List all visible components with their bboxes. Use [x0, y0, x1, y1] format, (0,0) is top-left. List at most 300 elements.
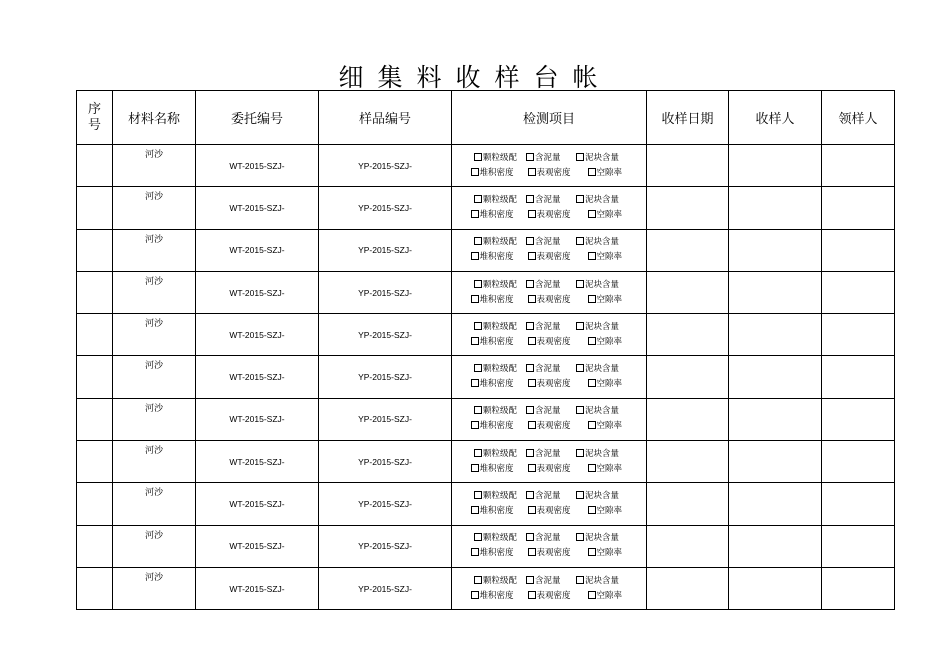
checkbox-icon[interactable] — [588, 252, 596, 260]
table-row — [77, 271, 895, 313]
commission-no-cell — [196, 441, 319, 483]
test-option-mud-content[interactable] — [526, 235, 576, 250]
material-value: 河沙 — [144, 446, 163, 457]
checkbox-icon[interactable] — [588, 337, 596, 345]
test-option-mud-content[interactable] — [526, 151, 576, 166]
table-row — [77, 229, 895, 271]
checkbox-icon[interactable] — [474, 322, 482, 330]
seq-cell[interactable] — [77, 145, 113, 187]
test-option-label: 颗粒级配 — [483, 448, 518, 459]
receive-date-cell[interactable] — [647, 441, 729, 483]
test-option-label: 含泥量 — [535, 406, 561, 417]
checkbox-icon[interactable] — [526, 195, 534, 203]
material-cell — [113, 314, 196, 356]
commission-no-value: WT-2015-SZJ- — [229, 202, 285, 213]
test-option-void-ratio[interactable] — [588, 250, 628, 265]
test-options-line-1 — [452, 362, 646, 377]
test-option-label: 颗粒级配 — [483, 575, 518, 586]
checkbox-icon[interactable] — [471, 379, 479, 387]
checkbox-icon[interactable] — [471, 295, 479, 303]
material-value: 河沙 — [144, 530, 163, 541]
checkbox-icon[interactable] — [471, 168, 479, 176]
test-option-bulk-density[interactable] — [471, 504, 528, 519]
test-option-clay-lump-content[interactable] — [576, 447, 624, 462]
checkbox-icon[interactable] — [474, 237, 482, 245]
test-option-label: 表观密度 — [536, 379, 571, 390]
commission-no-cell — [196, 567, 319, 609]
test-items-cell — [452, 271, 647, 313]
checkbox-icon[interactable] — [588, 295, 596, 303]
checkbox-icon[interactable] — [588, 168, 596, 176]
header-seq — [77, 91, 113, 145]
checkbox-icon[interactable] — [528, 548, 536, 556]
test-option-label: 堆积密度 — [479, 463, 514, 474]
table-row — [77, 356, 895, 398]
test-option-mud-content[interactable] — [526, 531, 576, 546]
checkbox-icon[interactable] — [474, 449, 482, 457]
checkbox-icon[interactable] — [526, 237, 534, 245]
checkbox-icon[interactable] — [576, 449, 584, 457]
receiver-cell[interactable] — [729, 525, 822, 567]
test-option-bulk-density[interactable] — [471, 250, 528, 265]
test-options-line-2 — [452, 250, 646, 265]
seq-cell[interactable] — [77, 187, 113, 229]
test-option-label: 泥块含量 — [585, 364, 620, 375]
header-seq-char-1: 序 — [87, 101, 101, 117]
commission-no-cell — [196, 145, 319, 187]
table-row — [77, 187, 895, 229]
sample-no-cell — [319, 356, 452, 398]
checkbox-icon[interactable] — [576, 576, 584, 584]
receive-date-cell[interactable] — [647, 229, 729, 271]
sample-no-value: YP-2015-SZJ- — [358, 456, 412, 467]
collector-cell[interactable] — [822, 145, 895, 187]
checkbox-icon[interactable] — [526, 364, 534, 372]
receive-date-cell[interactable] — [647, 314, 729, 356]
test-option-void-ratio[interactable] — [588, 419, 628, 434]
test-options-line-2 — [452, 166, 646, 181]
checkbox-icon[interactable] — [526, 491, 534, 499]
checkbox-icon[interactable] — [471, 421, 479, 429]
checkbox-icon[interactable] — [474, 153, 482, 161]
test-items-cell — [452, 567, 647, 609]
checkbox-icon[interactable] — [474, 533, 482, 541]
sample-no-value: YP-2015-SZJ- — [358, 160, 412, 171]
collector-cell[interactable] — [822, 356, 895, 398]
test-option-mud-content[interactable] — [526, 278, 576, 293]
test-option-apparent-density[interactable] — [528, 166, 588, 181]
test-option-label: 空隙率 — [596, 294, 623, 305]
test-option-clay-lump-content[interactable] — [576, 320, 624, 335]
checkbox-icon[interactable] — [528, 210, 536, 218]
collector-cell[interactable] — [822, 398, 895, 440]
test-option-bulk-density[interactable] — [471, 419, 528, 434]
sample-no-value: YP-2015-SZJ- — [358, 287, 412, 298]
material-cell — [113, 356, 196, 398]
test-option-gradation[interactable] — [474, 151, 526, 166]
test-option-label: 堆积密度 — [479, 506, 514, 517]
sample-no-cell — [319, 483, 452, 525]
sample-no-value: YP-2015-SZJ- — [358, 541, 412, 552]
test-option-clay-lump-content[interactable] — [576, 404, 624, 419]
test-option-bulk-density[interactable] — [471, 335, 528, 350]
test-option-label: 表观密度 — [536, 167, 571, 178]
checkbox-icon[interactable] — [471, 548, 479, 556]
test-option-label: 堆积密度 — [479, 590, 514, 601]
checkbox-icon[interactable] — [526, 406, 534, 414]
checkbox-icon[interactable] — [471, 464, 479, 472]
test-option-clay-lump-content[interactable] — [576, 193, 624, 208]
test-option-apparent-density[interactable] — [528, 377, 588, 392]
test-option-void-ratio[interactable] — [588, 504, 628, 519]
test-option-mud-content[interactable] — [526, 404, 576, 419]
table-row — [77, 525, 895, 567]
test-option-label: 颗粒级配 — [483, 279, 518, 290]
seq-cell[interactable] — [77, 356, 113, 398]
test-option-label: 含泥量 — [535, 364, 561, 375]
checkbox-icon[interactable] — [528, 252, 536, 260]
table-row — [77, 145, 895, 187]
collector-cell[interactable] — [822, 229, 895, 271]
checkbox-icon[interactable] — [471, 337, 479, 345]
test-option-gradation[interactable] — [474, 278, 526, 293]
collector-cell[interactable] — [822, 567, 895, 609]
checkbox-icon[interactable] — [526, 576, 534, 584]
checkbox-icon[interactable] — [588, 548, 596, 556]
checkbox-icon[interactable] — [588, 506, 596, 514]
test-option-label: 堆积密度 — [479, 209, 514, 220]
test-option-label: 空隙率 — [596, 252, 623, 263]
checkbox-icon[interactable] — [576, 237, 584, 245]
test-option-clay-lump-content[interactable] — [576, 489, 624, 504]
checkbox-icon[interactable] — [471, 591, 479, 599]
test-option-apparent-density[interactable] — [528, 208, 588, 223]
test-option-label: 颗粒级配 — [483, 533, 518, 544]
receiver-cell[interactable] — [729, 314, 822, 356]
seq-cell[interactable] — [77, 567, 113, 609]
test-option-label: 泥块含量 — [585, 533, 620, 544]
sample-no-value: YP-2015-SZJ- — [358, 414, 412, 425]
checkbox-icon[interactable] — [526, 449, 534, 457]
test-option-label: 颗粒级配 — [483, 406, 518, 417]
test-items-cell — [452, 483, 647, 525]
test-items-cell — [452, 441, 647, 483]
test-option-gradation[interactable] — [474, 193, 526, 208]
test-option-label: 含泥量 — [535, 448, 561, 459]
material-value: 河沙 — [144, 488, 163, 499]
test-option-gradation[interactable] — [474, 531, 526, 546]
test-option-mud-content[interactable] — [526, 489, 576, 504]
test-option-mud-content[interactable] — [526, 362, 576, 377]
receiver-cell[interactable] — [729, 441, 822, 483]
sample-no-cell — [319, 525, 452, 567]
seq-cell[interactable] — [77, 441, 113, 483]
checkbox-icon[interactable] — [528, 337, 536, 345]
test-option-mud-content[interactable] — [526, 447, 576, 462]
table-row — [77, 483, 895, 525]
test-option-gradation[interactable] — [474, 235, 526, 250]
checkbox-icon[interactable] — [528, 168, 536, 176]
test-option-label: 表观密度 — [536, 294, 571, 305]
material-cell — [113, 145, 196, 187]
test-option-label: 泥块含量 — [585, 448, 620, 459]
test-option-mud-content[interactable] — [526, 193, 576, 208]
test-option-void-ratio[interactable] — [588, 377, 628, 392]
commission-no-cell — [196, 483, 319, 525]
sample-no-cell — [319, 271, 452, 313]
checkbox-icon[interactable] — [528, 506, 536, 514]
commission-no-value: WT-2015-SZJ- — [229, 456, 285, 467]
test-items-cell — [452, 398, 647, 440]
material-cell — [113, 398, 196, 440]
receive-date-cell[interactable] — [647, 398, 729, 440]
test-option-apparent-density[interactable] — [528, 504, 588, 519]
checkbox-icon[interactable] — [526, 153, 534, 161]
checkbox-icon[interactable] — [588, 421, 596, 429]
test-option-label: 含泥量 — [535, 533, 561, 544]
test-option-label: 堆积密度 — [479, 167, 514, 178]
test-option-void-ratio[interactable] — [588, 546, 628, 561]
test-option-bulk-density[interactable] — [471, 462, 528, 477]
test-option-apparent-density[interactable] — [528, 589, 588, 604]
test-options-line-2 — [452, 419, 646, 434]
test-options-line-1 — [452, 574, 646, 589]
commission-no-cell — [196, 356, 319, 398]
material-value: 河沙 — [144, 361, 163, 372]
receiver-cell[interactable] — [729, 229, 822, 271]
test-option-apparent-density[interactable] — [528, 419, 588, 434]
test-option-gradation[interactable] — [474, 362, 526, 377]
checkbox-icon[interactable] — [471, 252, 479, 260]
test-option-label: 颗粒级配 — [483, 237, 518, 248]
commission-no-cell — [196, 187, 319, 229]
header-collector: 领样人 — [822, 91, 895, 145]
test-option-clay-lump-content[interactable] — [576, 151, 624, 166]
test-option-mud-content[interactable] — [526, 574, 576, 589]
collector-cell[interactable] — [822, 441, 895, 483]
seq-cell[interactable] — [77, 314, 113, 356]
checkbox-icon[interactable] — [588, 210, 596, 218]
test-option-apparent-density[interactable] — [528, 546, 588, 561]
test-option-label: 泥块含量 — [585, 237, 620, 248]
header-seq-char-2: 号 — [87, 117, 101, 133]
test-option-bulk-density[interactable] — [471, 589, 528, 604]
test-option-bulk-density[interactable] — [471, 377, 528, 392]
test-option-clay-lump-content[interactable] — [576, 362, 624, 377]
test-options-line-2 — [452, 293, 646, 308]
test-option-gradation[interactable] — [474, 447, 526, 462]
seq-cell[interactable] — [77, 398, 113, 440]
test-option-apparent-density[interactable] — [528, 250, 588, 265]
receive-date-cell[interactable] — [647, 356, 729, 398]
test-option-label: 堆积密度 — [479, 252, 514, 263]
receiver-cell[interactable] — [729, 271, 822, 313]
test-options-line-1 — [452, 278, 646, 293]
test-items-cell — [452, 356, 647, 398]
collector-cell[interactable] — [822, 525, 895, 567]
checkbox-icon[interactable] — [576, 280, 584, 288]
test-option-gradation[interactable] — [474, 404, 526, 419]
receive-date-cell[interactable] — [647, 187, 729, 229]
test-options-line-1 — [452, 489, 646, 504]
sample-no-cell — [319, 314, 452, 356]
header-commission-no: 委托编号 — [196, 91, 319, 145]
checkbox-icon[interactable] — [471, 210, 479, 218]
commission-no-value: WT-2015-SZJ- — [229, 499, 285, 510]
collector-cell[interactable] — [822, 483, 895, 525]
test-option-label: 含泥量 — [535, 321, 561, 332]
test-option-label: 含泥量 — [535, 575, 561, 586]
receiver-cell[interactable] — [729, 187, 822, 229]
collector-cell[interactable] — [822, 187, 895, 229]
commission-no-value: WT-2015-SZJ- — [229, 160, 285, 171]
ledger-body — [77, 145, 895, 610]
seq-cell[interactable] — [77, 229, 113, 271]
checkbox-icon[interactable] — [474, 576, 482, 584]
receiver-cell[interactable] — [729, 398, 822, 440]
test-option-label: 含泥量 — [535, 152, 561, 163]
test-option-void-ratio[interactable] — [588, 208, 628, 223]
test-option-clay-lump-content[interactable] — [576, 235, 624, 250]
test-option-label: 含泥量 — [535, 279, 561, 290]
test-option-void-ratio[interactable] — [588, 462, 628, 477]
checkbox-icon[interactable] — [526, 322, 534, 330]
test-option-label: 表观密度 — [536, 463, 571, 474]
seq-cell[interactable] — [77, 271, 113, 313]
receive-date-cell[interactable] — [647, 567, 729, 609]
checkbox-icon[interactable] — [526, 280, 534, 288]
receive-date-cell[interactable] — [647, 525, 729, 567]
material-cell — [113, 525, 196, 567]
checkbox-icon[interactable] — [474, 491, 482, 499]
test-option-label: 表观密度 — [536, 252, 571, 263]
checkbox-icon[interactable] — [528, 295, 536, 303]
sample-no-value: YP-2015-SZJ- — [358, 202, 412, 213]
test-option-label: 表观密度 — [536, 548, 571, 559]
test-option-bulk-density[interactable] — [471, 293, 528, 308]
checkbox-icon[interactable] — [588, 591, 596, 599]
checkbox-icon[interactable] — [576, 195, 584, 203]
receiver-cell[interactable] — [729, 356, 822, 398]
receiver-cell[interactable] — [729, 567, 822, 609]
seq-cell[interactable] — [77, 483, 113, 525]
commission-no-value: WT-2015-SZJ- — [229, 372, 285, 383]
test-options-line-2 — [452, 546, 646, 561]
checkbox-icon[interactable] — [576, 491, 584, 499]
header-test-items: 检测项目 — [452, 91, 647, 145]
test-option-clay-lump-content[interactable] — [576, 531, 624, 546]
test-option-bulk-density[interactable] — [471, 208, 528, 223]
test-options-line-2 — [452, 462, 646, 477]
checkbox-icon[interactable] — [471, 506, 479, 514]
test-option-apparent-density[interactable] — [528, 335, 588, 350]
checkbox-icon[interactable] — [474, 280, 482, 288]
test-option-void-ratio[interactable] — [588, 166, 628, 181]
test-options-line-2 — [452, 504, 646, 519]
test-option-gradation[interactable] — [474, 574, 526, 589]
receiver-cell[interactable] — [729, 483, 822, 525]
test-option-label: 空隙率 — [596, 421, 623, 432]
header-row — [77, 91, 895, 145]
test-option-label: 泥块含量 — [585, 279, 620, 290]
checkbox-icon[interactable] — [576, 533, 584, 541]
sample-no-cell — [319, 567, 452, 609]
receiver-cell[interactable] — [729, 145, 822, 187]
commission-no-cell — [196, 229, 319, 271]
commission-no-value: WT-2015-SZJ- — [229, 583, 285, 594]
test-option-apparent-density[interactable] — [528, 293, 588, 308]
checkbox-icon[interactable] — [528, 591, 536, 599]
test-option-label: 空隙率 — [596, 379, 623, 390]
test-options-line-1 — [452, 447, 646, 462]
test-option-label: 表观密度 — [536, 421, 571, 432]
checkbox-icon[interactable] — [474, 406, 482, 414]
test-option-bulk-density[interactable] — [471, 166, 528, 181]
collector-cell[interactable] — [822, 271, 895, 313]
test-options-line-2 — [452, 377, 646, 392]
test-option-apparent-density[interactable] — [528, 462, 588, 477]
checkbox-icon[interactable] — [526, 533, 534, 541]
test-option-void-ratio[interactable] — [588, 293, 628, 308]
table-row — [77, 567, 895, 609]
sample-no-cell — [319, 398, 452, 440]
receive-date-cell[interactable] — [647, 145, 729, 187]
checkbox-icon[interactable] — [528, 379, 536, 387]
sample-no-cell — [319, 441, 452, 483]
test-options-line-1 — [452, 193, 646, 208]
collector-cell[interactable] — [822, 314, 895, 356]
receive-date-cell[interactable] — [647, 483, 729, 525]
test-options-line-2 — [452, 335, 646, 350]
test-option-label: 颗粒级配 — [483, 194, 518, 205]
sample-no-cell — [319, 187, 452, 229]
test-option-label: 空隙率 — [596, 548, 623, 559]
checkbox-icon[interactable] — [528, 464, 536, 472]
test-option-gradation[interactable] — [474, 320, 526, 335]
test-option-void-ratio[interactable] — [588, 589, 628, 604]
checkbox-icon[interactable] — [474, 364, 482, 372]
material-cell — [113, 441, 196, 483]
test-items-cell — [452, 314, 647, 356]
test-option-mud-content[interactable] — [526, 320, 576, 335]
page-title: 细集料收样台帐 — [338, 63, 612, 92]
checkbox-icon[interactable] — [528, 421, 536, 429]
test-items-cell — [452, 525, 647, 567]
test-option-void-ratio[interactable] — [588, 335, 628, 350]
checkbox-icon[interactable] — [588, 464, 596, 472]
checkbox-icon[interactable] — [576, 322, 584, 330]
receive-date-cell[interactable] — [647, 271, 729, 313]
test-option-gradation[interactable] — [474, 489, 526, 504]
test-option-bulk-density[interactable] — [471, 546, 528, 561]
test-items-cell — [452, 187, 647, 229]
checkbox-icon[interactable] — [588, 379, 596, 387]
test-option-clay-lump-content[interactable] — [576, 278, 624, 293]
commission-no-value: WT-2015-SZJ- — [229, 245, 285, 256]
seq-cell[interactable] — [77, 525, 113, 567]
checkbox-icon[interactable] — [474, 195, 482, 203]
test-option-label: 泥块含量 — [585, 194, 620, 205]
checkbox-icon[interactable] — [576, 406, 584, 414]
commission-no-cell — [196, 398, 319, 440]
checkbox-icon[interactable] — [576, 364, 584, 372]
test-option-label: 泥块含量 — [585, 491, 620, 502]
commission-no-value: WT-2015-SZJ- — [229, 541, 285, 552]
commission-no-cell — [196, 271, 319, 313]
test-option-label: 颗粒级配 — [483, 364, 518, 375]
test-option-clay-lump-content[interactable] — [576, 574, 624, 589]
checkbox-icon[interactable] — [576, 153, 584, 161]
